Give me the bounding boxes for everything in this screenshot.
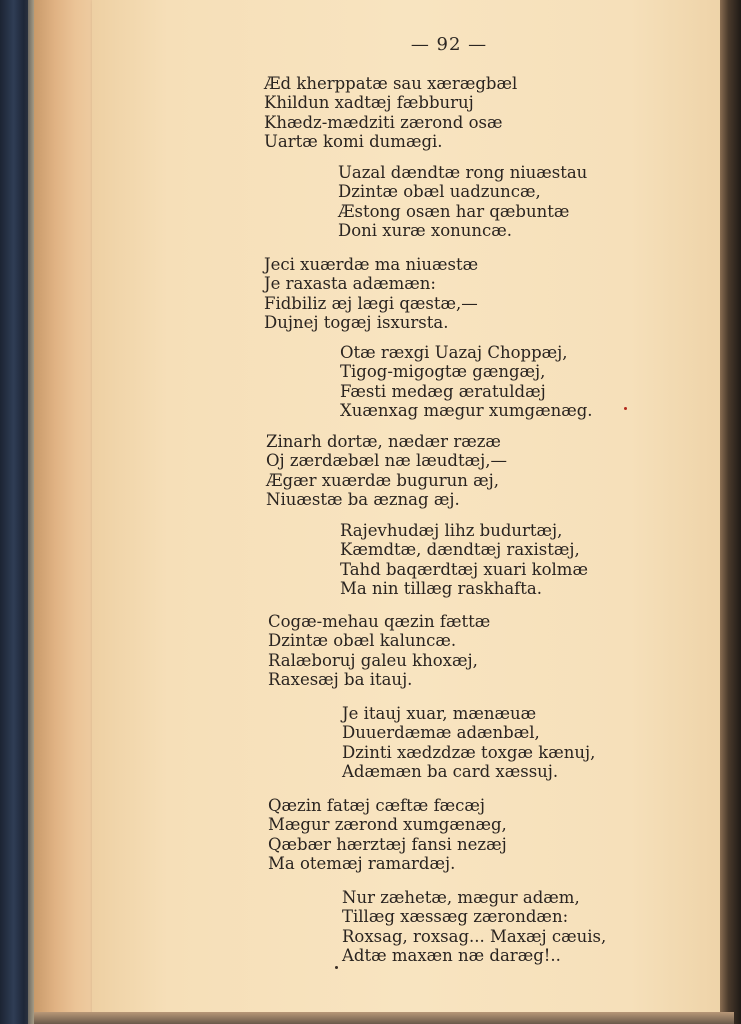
verse-line: Ralæboruj galeu khoxæj, <box>268 650 478 670</box>
ink-speck <box>624 407 627 410</box>
verse-line: Qæbær hærztæj fansi nezæj <box>268 834 507 854</box>
bottom-page-edge <box>34 1012 734 1024</box>
verse-line: Kæmdtæ, dændtæj raxistæj, <box>340 540 580 560</box>
verse-line: Qæzin fatæj cæftæ fæcæj <box>268 796 486 815</box>
verse-line: Otæ ræxgi Uazaj Choppæj, <box>340 343 568 362</box>
verse-line: Dzinti xædzdzæ toxgæ kænuj, <box>342 742 596 762</box>
verse-line: Dujnej togæj isxursta. <box>264 312 449 332</box>
verse-line: Raxesæj ba itauj. <box>268 669 413 689</box>
stanza <box>266 432 507 509</box>
ink-speck <box>335 966 338 969</box>
verse-line: Tillæg xæssæg zærondæn: <box>342 907 569 927</box>
stanza <box>342 888 606 965</box>
stanza <box>264 74 517 151</box>
verse-line: Doni xuræ xonuncæ. <box>338 220 512 240</box>
stanza <box>268 612 490 689</box>
verse-line: Duuerdæmæ adænbæl, <box>342 723 540 743</box>
verse-line: Ma nin tillæg raskhafta. <box>340 578 543 598</box>
verse-line: Fidbiliz æj lægi qæstæ,— <box>264 293 478 313</box>
verse-line: Ma otemæj ramardæj. <box>268 853 456 873</box>
verse-line: Cogæ-mehau qæzin fættæ <box>268 612 491 631</box>
stanza <box>340 343 593 420</box>
verse-line: Roxsag, roxsag... Maxæj cæuis, <box>342 926 607 946</box>
verse-line: Jeci xuærdæ ma niuæstæ <box>264 255 479 274</box>
verse-line: Uartæ komi dumægi. <box>264 131 443 151</box>
verse-line: Æstong osæn har qæbuntæ <box>338 201 570 221</box>
verse-line: Mægur zærond xumgænæg, <box>268 815 507 835</box>
verse-line: Tahd baqærdtæj xuari kolmæ <box>340 559 588 579</box>
right-page-edge <box>720 0 741 1024</box>
verse-line: Zinarh dortæ, nædær ræzæ <box>266 432 501 451</box>
verse-line: Niuæstæ ba æznag æj. <box>266 489 460 509</box>
page-number: — 92 — <box>410 34 488 55</box>
verse-line: Adæmæn ba card xæssuj. <box>342 761 559 781</box>
verse-line: Uazal dændtæ rong niuæstau <box>338 163 588 182</box>
verse-line: Tigog-migogtæ gængæj, <box>340 362 546 382</box>
verse-line: Oj zærdæbæl næ læudtæj,— <box>266 451 507 471</box>
verse-line: Khildun xadtæj fæbburuj <box>264 93 474 113</box>
verse-line: Ægær xuærdæ bugurun æj, <box>266 470 499 490</box>
verse-line: Adtæ maxæn næ daræg!.. <box>342 945 561 965</box>
stanza <box>338 163 587 240</box>
verse-line: Rajevhudæj lihz budurtæj, <box>340 521 563 540</box>
stanza <box>340 521 588 598</box>
stanza <box>268 796 507 873</box>
verse-line: Je itauj xuar, mænæuæ <box>342 704 537 723</box>
verse-line: Nur zæhetæ, mægur adæm, <box>342 888 580 907</box>
verse-line: Dzintæ obæl uadzuncæ, <box>338 182 541 202</box>
verse-line: Æd kherppatæ sau xærægbæl <box>264 74 518 93</box>
verse-line: Xuænxag mægur xumgænæg. <box>340 400 593 420</box>
stanza <box>342 704 595 781</box>
verse-line: Je raxasta adæmæn: <box>264 274 436 294</box>
verse-line: Khædz-mædziti zærond osæ <box>264 112 503 132</box>
verse-line: Dzintæ obæl kaluncæ. <box>268 631 457 651</box>
stanza <box>264 255 478 332</box>
verse-line: Fæsti medæg æratuldæj <box>340 381 546 401</box>
